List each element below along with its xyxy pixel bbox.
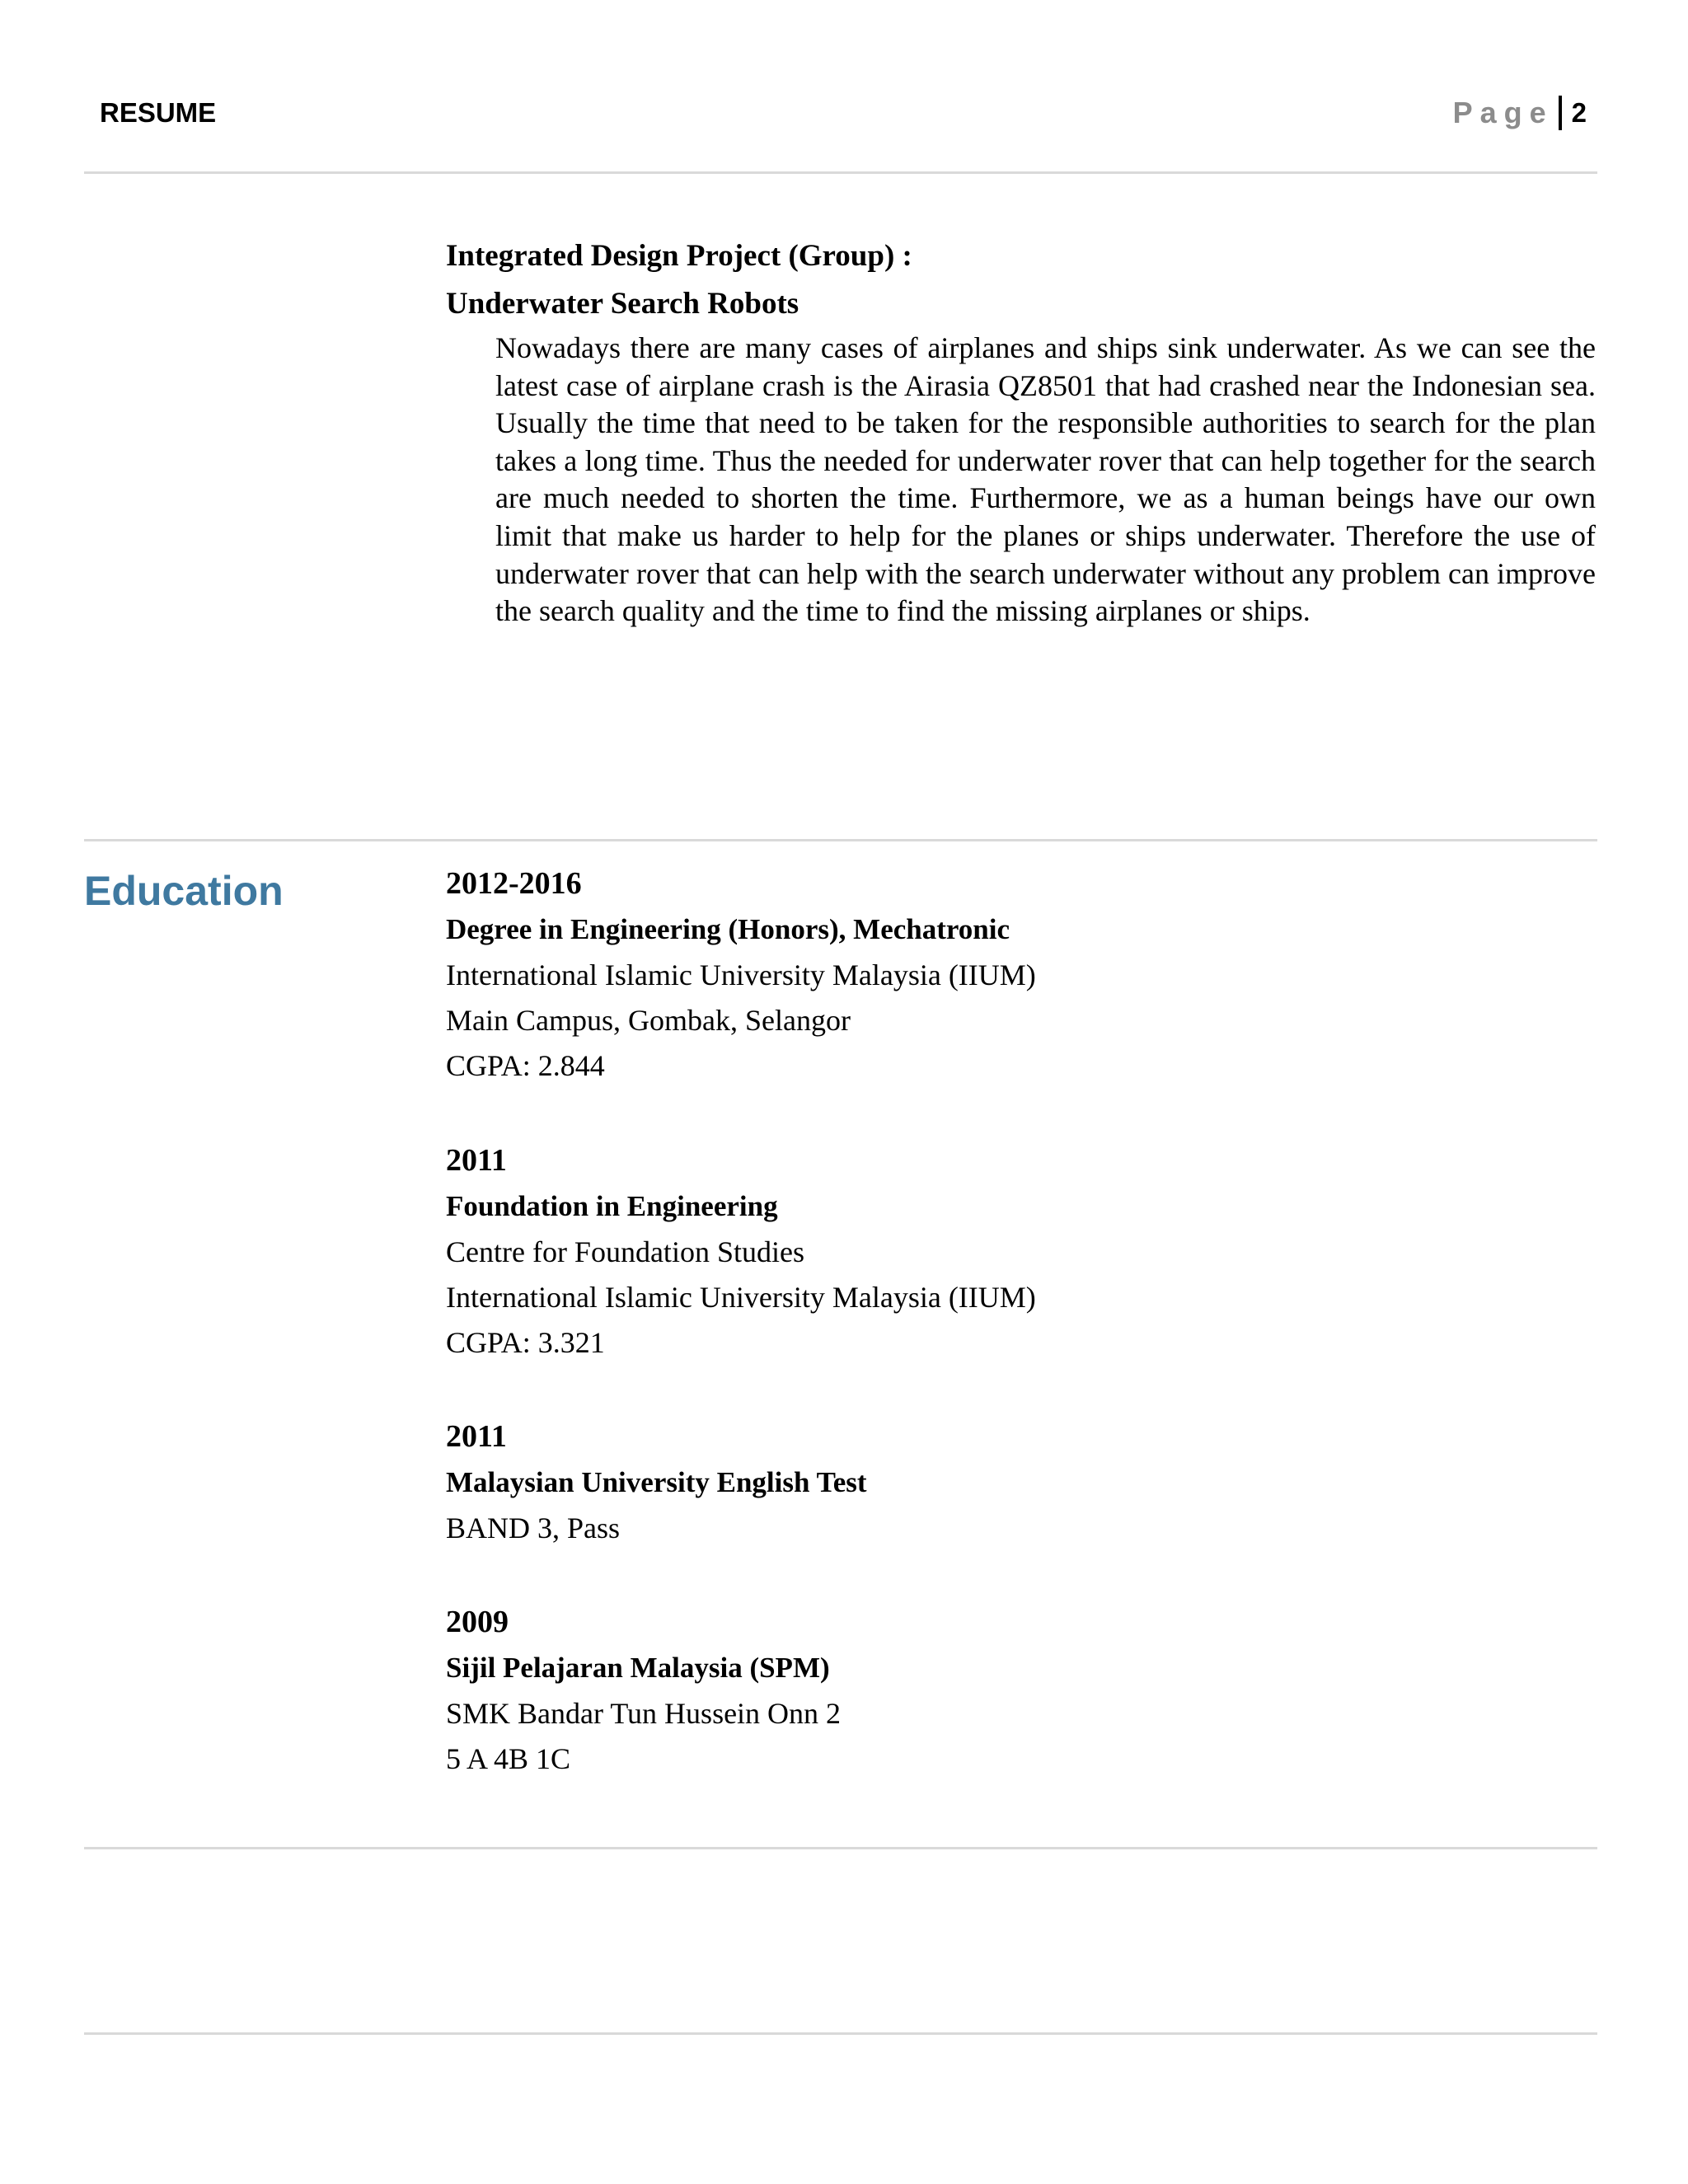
education-heading: Education <box>84 868 284 914</box>
divider-bottom-1 <box>84 1847 1597 1849</box>
education-detail: Main Campus, Gombak, Selangor <box>446 1004 851 1037</box>
education-entry <box>446 1599 1517 1782</box>
education-detail: Centre for Foundation Studies <box>446 1235 804 1268</box>
education-degree: Sijil Pelajaran Malaysia (SPM) <box>446 1652 830 1684</box>
education-degree: Malaysian University English Test <box>446 1466 867 1498</box>
divider-top <box>84 171 1597 174</box>
project-description: Nowadays there are many cases of airplanes and ships sink underwater. As we can see the latest case of airplane crash is the Airasia QZ8501 that had crashed near the Indonesian sea. Usually the time that need to be taken for the responsible authorities to search for the plan takes a long time. Thus the needed for underwater rover that can help together for the search are much needed to shorten the time. Furthermore, we as a human beings have our own limit that make us harder to help for the planes or ships underwater. Therefore the use of underwater rover that can help with the search underwater without any problem can improve the search quality and the time to find the missing airplanes or ships. <box>495 331 1596 628</box>
page-indicator <box>1453 96 1587 130</box>
education-year: 2011 <box>446 1419 507 1454</box>
project-subtitle: Underwater Search Robots <box>446 287 799 321</box>
education-year: 2009 <box>446 1605 509 1639</box>
resume-header-title: RESUME <box>100 97 217 128</box>
education-degree: Degree in Engineering (Honors), Mechatronic <box>446 913 1010 945</box>
education-entry <box>446 860 1517 1089</box>
education-entry <box>446 1137 1517 1366</box>
page-label: Page <box>1452 96 1554 129</box>
project-section <box>446 232 1600 630</box>
education-detail: 5 A 4B 1C <box>446 1742 571 1775</box>
project-title: Integrated Design Project (Group) : <box>446 239 912 273</box>
divider-education <box>84 839 1597 841</box>
education-year: 2012-2016 <box>446 866 582 901</box>
education-detail: BAND 3, Pass <box>446 1511 621 1544</box>
education-year: 2011 <box>446 1143 507 1178</box>
divider-bottom-2 <box>84 2032 1597 2035</box>
education-detail: CGPA: 3.321 <box>446 1326 605 1359</box>
education-detail: CGPA: 2.844 <box>446 1049 605 1082</box>
page-number: 2 <box>1571 97 1587 128</box>
page-separator <box>1559 96 1562 130</box>
education-detail: SMK Bandar Tun Hussein Onn 2 <box>446 1697 842 1730</box>
education-detail: International Islamic University Malaysia (IIUM) <box>446 1281 1036 1314</box>
education-entry <box>446 1413 1517 1551</box>
education-detail: International Islamic University Malaysia (IIUM) <box>446 958 1036 991</box>
education-degree: Foundation in Engineering <box>446 1190 778 1222</box>
